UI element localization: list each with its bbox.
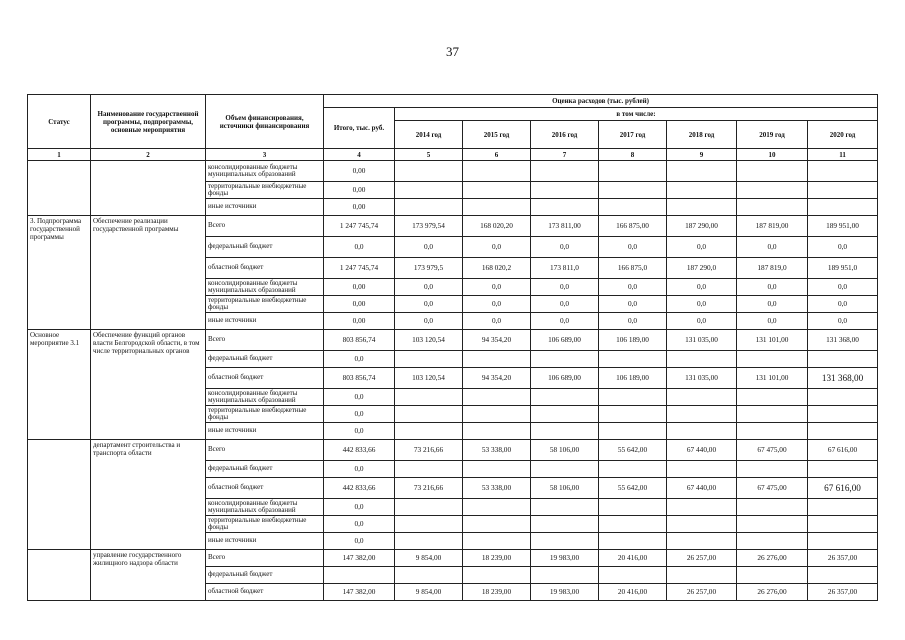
year-value-cell	[667, 199, 737, 216]
status-cell	[28, 550, 91, 601]
year-value-cell	[808, 389, 878, 406]
table-row	[28, 330, 878, 351]
year-value-cell: 0,0	[599, 237, 667, 258]
year-value-cell: 20 416,00	[599, 550, 667, 567]
year-value-cell: 19 983,00	[531, 550, 599, 567]
total-cell: 0,0	[324, 499, 395, 516]
year-value-cell: 0,0	[599, 279, 667, 296]
year-value-cell	[395, 199, 463, 216]
year-value-cell	[667, 351, 737, 368]
year-value-cell	[808, 406, 878, 423]
year-value-cell	[737, 406, 808, 423]
year-value-cell	[737, 199, 808, 216]
year-value-cell: 0,0	[808, 313, 878, 330]
year-value-cell: 67 440,00	[667, 478, 737, 499]
funding-source-cell: федеральный бюджет	[206, 237, 324, 258]
year-value-cell	[737, 161, 808, 182]
year-value-cell	[531, 567, 599, 584]
total-cell: 1 247 745,74	[324, 216, 395, 237]
year-value-cell: 0,0	[737, 296, 808, 313]
year-value-cell	[395, 406, 463, 423]
year-value-cell: 67 440,00	[667, 440, 737, 461]
column-index: 1	[28, 149, 91, 161]
year-value-cell: 0,0	[531, 313, 599, 330]
year-value-cell: 173 811,00	[531, 216, 599, 237]
total-cell: 0,0	[324, 406, 395, 423]
year-value-cell	[395, 516, 463, 533]
year-value-cell: 0,0	[463, 296, 531, 313]
column-index: 6	[463, 149, 531, 161]
year-value-cell	[463, 161, 531, 182]
column-index: 5	[395, 149, 463, 161]
year-value-cell	[463, 199, 531, 216]
year-value-cell	[737, 389, 808, 406]
year-value-cell	[463, 351, 531, 368]
funding-source-cell: областной бюджет	[206, 368, 324, 389]
year-value-cell: 0,0	[737, 237, 808, 258]
year-value-cell: 0,0	[463, 313, 531, 330]
status-cell	[28, 161, 91, 216]
year-value-cell	[599, 533, 667, 550]
year-value-cell: 187 290,00	[667, 216, 737, 237]
year-value-cell: 26 276,00	[737, 584, 808, 601]
year-value-cell	[395, 161, 463, 182]
program-name-cell	[91, 161, 206, 216]
year-value-cell	[599, 199, 667, 216]
column-index: 4	[324, 149, 395, 161]
funding-source-cell: консолидированные бюджеты муниципальных образований	[206, 161, 324, 182]
total-cell: 1 247 745,74	[324, 258, 395, 279]
year-value-cell: 19 983,00	[531, 584, 599, 601]
total-cell: 803 856,74	[324, 368, 395, 389]
year-value-cell	[531, 199, 599, 216]
year-value-cell	[599, 406, 667, 423]
header-funding: Объем финансирования, источники финансирования	[206, 95, 324, 149]
year-value-cell	[599, 182, 667, 199]
year-value-cell	[463, 389, 531, 406]
year-value-cell	[667, 423, 737, 440]
year-value-cell	[395, 389, 463, 406]
year-value-cell: 131 101,00	[737, 368, 808, 389]
funding-source-cell: территориальные внебюджетные фонды	[206, 296, 324, 313]
total-cell: 0,00	[324, 313, 395, 330]
year-value-cell: 73 216,66	[395, 478, 463, 499]
program-name-cell: Обеспечение реализации государственной программы	[91, 216, 206, 330]
year-value-cell: 173 811,0	[531, 258, 599, 279]
year-value-cell: 0,0	[531, 237, 599, 258]
year-value-cell: 67 475,00	[737, 440, 808, 461]
year-value-cell	[667, 406, 737, 423]
year-value-cell: 94 354,20	[463, 368, 531, 389]
year-value-cell: 106 189,00	[599, 368, 667, 389]
year-value-cell	[808, 161, 878, 182]
funding-source-cell: территориальные внебюджетные фонды	[206, 182, 324, 199]
year-value-cell: 67 616,00	[808, 440, 878, 461]
funding-source-cell: Всего	[206, 330, 324, 351]
year-value-cell: 106 689,00	[531, 330, 599, 351]
year-value-cell: 0,0	[667, 237, 737, 258]
funding-table	[27, 94, 878, 601]
header-year: 2020 год	[808, 121, 878, 149]
year-value-cell: 103 120,54	[395, 368, 463, 389]
total-cell: 803 856,74	[324, 330, 395, 351]
year-value-cell	[737, 499, 808, 516]
year-value-cell	[531, 351, 599, 368]
year-value-cell: 53 338,00	[463, 440, 531, 461]
year-value-cell	[737, 351, 808, 368]
funding-source-cell: территориальные внебюджетные фонды	[206, 406, 324, 423]
year-value-cell	[395, 461, 463, 478]
year-value-cell	[599, 161, 667, 182]
year-value-cell: 0,0	[463, 279, 531, 296]
year-value-cell: 0,0	[808, 237, 878, 258]
total-cell: 442 833,66	[324, 478, 395, 499]
year-value-cell	[463, 533, 531, 550]
total-cell: 0,0	[324, 351, 395, 368]
year-value-cell	[395, 533, 463, 550]
year-value-cell	[395, 423, 463, 440]
funding-source-cell: консолидированные бюджеты муниципальных образований	[206, 499, 324, 516]
year-value-cell: 26 257,00	[667, 584, 737, 601]
year-value-cell: 0,0	[395, 296, 463, 313]
year-value-cell: 67 616,00	[808, 478, 878, 499]
status-cell	[28, 440, 91, 550]
total-cell: 0,0	[324, 516, 395, 533]
column-index: 3	[206, 149, 324, 161]
year-value-cell	[667, 461, 737, 478]
total-cell: 0,00	[324, 182, 395, 199]
total-cell: 0,00	[324, 296, 395, 313]
year-value-cell: 0,0	[395, 313, 463, 330]
year-value-cell	[808, 567, 878, 584]
year-value-cell: 173 979,5	[395, 258, 463, 279]
year-value-cell	[737, 533, 808, 550]
year-value-cell: 9 854,00	[395, 584, 463, 601]
year-value-cell	[463, 516, 531, 533]
year-value-cell	[808, 461, 878, 478]
year-value-cell	[531, 389, 599, 406]
column-index: 7	[531, 149, 599, 161]
year-value-cell: 0,0	[599, 313, 667, 330]
year-value-cell	[599, 461, 667, 478]
year-value-cell: 20 416,00	[599, 584, 667, 601]
year-value-cell: 0,0	[531, 279, 599, 296]
year-value-cell: 9 854,00	[395, 550, 463, 567]
header-cost: Оценка расходов (тыс. рублей)	[324, 95, 878, 108]
year-value-cell	[395, 351, 463, 368]
program-name-cell: управление государственного жилищного надзора области	[91, 550, 206, 601]
funding-source-cell: областной бюджет	[206, 258, 324, 279]
year-value-cell	[667, 182, 737, 199]
column-index: 9	[667, 149, 737, 161]
year-value-cell: 173 979,54	[395, 216, 463, 237]
year-value-cell: 0,0	[808, 296, 878, 313]
total-cell: 0,00	[324, 161, 395, 182]
funding-source-cell: иные источники	[206, 423, 324, 440]
table-row	[28, 216, 878, 237]
year-value-cell: 0,0	[667, 313, 737, 330]
header-year: 2017 год	[599, 121, 667, 149]
year-value-cell	[808, 199, 878, 216]
total-cell: 147 382,00	[324, 584, 395, 601]
year-value-cell	[463, 499, 531, 516]
year-value-cell: 131 035,00	[667, 368, 737, 389]
total-cell: 0,00	[324, 199, 395, 216]
table-row	[28, 161, 878, 182]
year-value-cell	[531, 423, 599, 440]
year-value-cell: 103 120,54	[395, 330, 463, 351]
funding-source-cell: областной бюджет	[206, 478, 324, 499]
year-value-cell: 53 338,00	[463, 478, 531, 499]
funding-source-cell: федеральный бюджет	[206, 461, 324, 478]
year-value-cell	[463, 567, 531, 584]
funding-source-cell: Всего	[206, 216, 324, 237]
year-value-cell	[531, 499, 599, 516]
year-value-cell: 0,0	[395, 279, 463, 296]
year-value-cell	[667, 516, 737, 533]
year-value-cell	[808, 423, 878, 440]
year-value-cell	[463, 406, 531, 423]
year-value-cell: 0,0	[737, 313, 808, 330]
year-value-cell	[667, 499, 737, 516]
year-value-cell	[531, 533, 599, 550]
header-year: 2014 год	[395, 121, 463, 149]
year-value-cell	[599, 351, 667, 368]
table-row	[28, 440, 878, 461]
year-value-cell: 58 106,00	[531, 478, 599, 499]
year-value-cell: 189 951,00	[808, 216, 878, 237]
year-value-cell	[395, 182, 463, 199]
year-value-cell: 187 819,00	[737, 216, 808, 237]
year-value-cell	[531, 461, 599, 478]
total-cell: 0,0	[324, 423, 395, 440]
year-value-cell: 94 354,20	[463, 330, 531, 351]
year-value-cell: 26 257,00	[667, 550, 737, 567]
funding-source-cell: областной бюджет	[206, 584, 324, 601]
funding-source-cell: иные источники	[206, 313, 324, 330]
year-value-cell	[808, 499, 878, 516]
header-year: 2018 год	[667, 121, 737, 149]
year-value-cell: 168 020,20	[463, 216, 531, 237]
funding-source-cell: консолидированные бюджеты муниципальных образований	[206, 279, 324, 296]
year-value-cell	[808, 516, 878, 533]
year-value-cell: 166 875,0	[599, 258, 667, 279]
header-year: 2015 год	[463, 121, 531, 149]
year-value-cell: 131 368,00	[808, 330, 878, 351]
year-value-cell	[599, 423, 667, 440]
funding-source-cell: федеральный бюджет	[206, 567, 324, 584]
funding-source-cell: Всего	[206, 550, 324, 567]
program-name-cell: департамент строительства и транспорта области	[91, 440, 206, 550]
year-value-cell: 73 216,66	[395, 440, 463, 461]
year-value-cell: 131 035,00	[667, 330, 737, 351]
column-index: 10	[737, 149, 808, 161]
page-number: 37	[446, 44, 459, 59]
year-value-cell	[667, 389, 737, 406]
year-value-cell	[667, 533, 737, 550]
year-value-cell	[808, 351, 878, 368]
year-value-cell: 26 357,00	[808, 584, 878, 601]
total-cell: 442 833,66	[324, 440, 395, 461]
total-cell: 0,0	[324, 461, 395, 478]
year-value-cell: 106 689,00	[531, 368, 599, 389]
status-cell: Основное мероприятие 3.1	[28, 330, 91, 440]
year-value-cell	[395, 499, 463, 516]
year-value-cell: 55 642,00	[599, 440, 667, 461]
year-value-cell	[737, 567, 808, 584]
year-value-cell	[599, 389, 667, 406]
year-value-cell: 26 276,00	[737, 550, 808, 567]
total-cell	[324, 567, 395, 584]
funding-source-cell: территориальные внебюджетные фонды	[206, 516, 324, 533]
year-value-cell	[531, 161, 599, 182]
year-value-cell	[599, 499, 667, 516]
year-value-cell	[463, 461, 531, 478]
year-value-cell: 18 239,00	[463, 584, 531, 601]
column-index: 8	[599, 149, 667, 161]
year-value-cell	[599, 516, 667, 533]
funding-source-cell: федеральный бюджет	[206, 351, 324, 368]
column-index: 2	[91, 149, 206, 161]
year-value-cell	[808, 182, 878, 199]
year-value-cell	[463, 423, 531, 440]
year-value-cell: 187 819,0	[737, 258, 808, 279]
year-value-cell	[531, 516, 599, 533]
year-value-cell: 0,0	[737, 279, 808, 296]
status-cell: 3. Подпрограмма государственной программы	[28, 216, 91, 330]
year-value-cell: 58 106,00	[531, 440, 599, 461]
year-value-cell	[531, 406, 599, 423]
year-value-cell: 0,0	[808, 279, 878, 296]
year-value-cell: 0,0	[667, 296, 737, 313]
year-value-cell	[737, 516, 808, 533]
table-row	[28, 550, 878, 567]
total-cell: 0,00	[324, 279, 395, 296]
year-value-cell: 0,0	[667, 279, 737, 296]
year-value-cell: 18 239,00	[463, 550, 531, 567]
year-value-cell	[395, 567, 463, 584]
year-value-cell: 0,0	[599, 296, 667, 313]
header-status: Статус	[28, 95, 91, 149]
year-value-cell	[808, 533, 878, 550]
total-cell: 0,0	[324, 389, 395, 406]
funding-source-cell: консолидированные бюджеты муниципальных образований	[206, 389, 324, 406]
funding-source-cell: иные источники	[206, 199, 324, 216]
year-value-cell	[667, 567, 737, 584]
header-name: Наименование государственной программы, подпрограммы, основные мероприятия	[91, 95, 206, 149]
year-value-cell: 168 020,2	[463, 258, 531, 279]
year-value-cell	[737, 182, 808, 199]
year-value-cell: 166 875,00	[599, 216, 667, 237]
year-value-cell	[737, 423, 808, 440]
year-value-cell	[737, 461, 808, 478]
year-value-cell: 189 951,0	[808, 258, 878, 279]
year-value-cell: 131 368,00	[808, 368, 878, 389]
program-name-cell: Обеспечение функций органов власти Белгородской области, в том числе территориальных органов	[91, 330, 206, 440]
column-index: 11	[808, 149, 878, 161]
year-value-cell	[531, 182, 599, 199]
header-year: 2016 год	[531, 121, 599, 149]
year-value-cell: 106 189,00	[599, 330, 667, 351]
year-value-cell: 55 642,00	[599, 478, 667, 499]
year-value-cell	[463, 182, 531, 199]
year-value-cell: 26 357,00	[808, 550, 878, 567]
total-cell: 0,0	[324, 533, 395, 550]
year-value-cell: 67 475,00	[737, 478, 808, 499]
total-cell: 0,0	[324, 237, 395, 258]
funding-source-cell: иные источники	[206, 533, 324, 550]
header-year: 2019 год	[737, 121, 808, 149]
year-value-cell	[667, 161, 737, 182]
header-total: Итого, тыс. руб.	[324, 108, 395, 149]
year-value-cell: 0,0	[463, 237, 531, 258]
total-cell: 147 382,00	[324, 550, 395, 567]
funding-source-cell: Всего	[206, 440, 324, 461]
year-value-cell	[599, 567, 667, 584]
header-including: в том числе:	[395, 108, 878, 121]
year-value-cell: 0,0	[395, 237, 463, 258]
year-value-cell: 187 290,0	[667, 258, 737, 279]
year-value-cell: 131 101,00	[737, 330, 808, 351]
year-value-cell: 0,0	[531, 296, 599, 313]
